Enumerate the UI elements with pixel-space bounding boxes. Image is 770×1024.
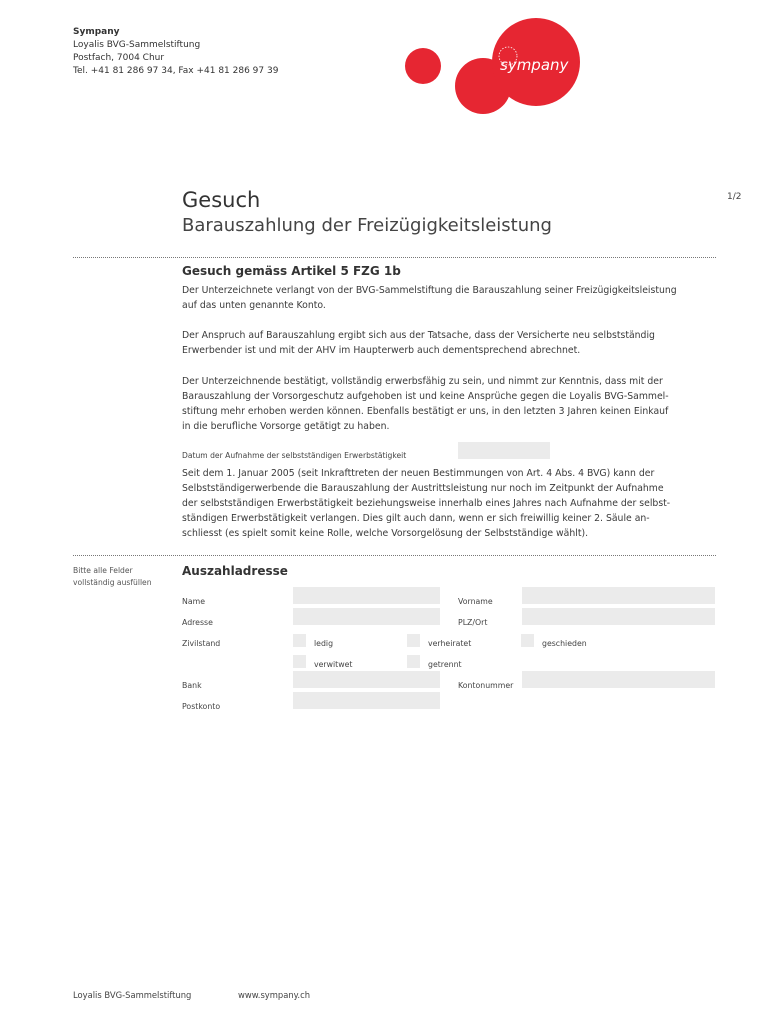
text-line: Der Anspruch auf Barauszahlung ergibt sich aus der Tatsache, dass der Versicherte neu selbstständig [182,330,655,341]
vorname-field[interactable] [522,587,715,604]
footer-organisation: Loyalis BVG-Sammelstiftung [73,990,192,1000]
zivilstand-label: Zivilstand [182,639,221,648]
text-line: in die berufliche Vorsorge getätigt zu haben. [182,421,390,432]
text-line: Seit dem 1. Januar 2005 (seit Inkrafttreten der neuen Bestimmungen von Art. 4 Abs. 4 BVG) kann der [182,468,655,479]
vorname-label: Vorname [458,597,493,606]
text-line: ständigen Erwerbstätigkeit verlangen. Dies gilt auch dann, wenn er sich freiwillig keiner 2. Säule an- [182,513,650,524]
bank-field[interactable] [293,671,440,688]
text-line: schliesst (es spielt somit keine Rolle, welche Vorsorgelösung der Selbstständige wählt). [182,528,589,539]
sympany-logo [398,18,588,118]
checkbox-getrennt[interactable] [407,655,420,668]
date-field[interactable] [458,442,550,459]
page-number: 1/2 [727,192,742,202]
kontonummer-label: Kontonummer [458,681,514,690]
checkbox-ledig[interactable] [293,634,306,647]
name-label: Name [182,597,206,606]
page-title: Gesuch [182,188,261,212]
paragraph-4 [182,466,732,541]
text-line: Der Unterzeichnete verlangt von der BVG-Sammelstiftung die Barauszahlung seiner Freizügigkeitsleistung [182,285,677,296]
plz-ort-label: PLZ/Ort [458,618,488,627]
sender-name: Sympany [73,27,120,37]
adresse-label: Adresse [182,618,213,627]
adresse-field[interactable] [293,608,440,625]
checkbox-geschieden[interactable] [521,634,534,647]
name-field[interactable] [293,587,440,604]
section-heading-gesuch: Gesuch gemäss Artikel 5 FZG 1b [182,264,401,278]
text-line: stiftung mehr erhoben werden können. Ebenfalls bestätigt er uns, in den letzten 3 Jahren keinen Einkauf [182,406,669,417]
option-geschieden-label: geschieden [542,639,587,648]
logo-text: sympany [500,56,569,74]
section-heading-auszahladresse: Auszahladresse [182,564,288,578]
bank-label: Bank [182,681,202,690]
paragraph-2 [182,328,732,358]
sender-address [73,26,278,78]
text-line: Der Unterzeichnende bestätigt, vollständig erwerbsfähig zu sein, und nimmt zur Kenntnis, dass mit der [182,376,663,387]
checkbox-verwitwet[interactable] [293,655,306,668]
divider [73,257,716,258]
kontonummer-field[interactable] [522,671,715,688]
sender-line-2: Postfach, 7004 Chur [73,53,165,63]
checkbox-verheiratet[interactable] [407,634,420,647]
paragraph-3 [182,374,732,434]
option-getrennt-label: getrennt [428,660,462,669]
side-note-line: Bitte alle Felder [73,566,133,575]
text-line: auf das unten genannte Konto. [182,300,326,311]
option-verheiratet-label: verheiratet [428,639,472,648]
text-line: Selbstständigerwerbende die Barauszahlung der Austrittsleistung nur noch im Zeitpunkt der Aufnahme [182,483,664,494]
date-label: Datum der Aufnahme der selbstständigen Erwerbstätigkeit [182,451,407,460]
option-verwitwet-label: verwitwet [314,660,353,669]
side-note-line: vollständig ausfüllen [73,578,152,587]
side-note [73,565,152,589]
footer-website: www.sympany.ch [238,990,311,1000]
postkonto-field[interactable] [293,692,440,709]
text-line: Erwerbender ist und mit der AHV im Haupterwerb auch dementsprechend abrechnet. [182,345,581,356]
paragraph-1 [182,283,732,313]
option-ledig-label: ledig [314,639,334,648]
text-line: Barauszahlung der Vorsorgeschutz aufgehoben ist und keine Ansprüche gegen die Loyalis BVG-Sammel- [182,391,669,402]
plz-ort-field[interactable] [522,608,715,625]
page-subtitle: Barauszahlung der Freizügigkeitsleistung [182,215,552,236]
sender-line-1: Loyalis BVG-Sammelstiftung [73,40,201,50]
divider [73,555,716,556]
postkonto-label: Postkonto [182,702,221,711]
sender-line-3: Tel. +41 81 286 97 34, Fax +41 81 286 97 39 [73,66,279,76]
text-line: der selbstständigen Erwerbstätigkeit beziehungsweise innerhalb eines Jahres nach Aufnahme der selbst- [182,498,671,509]
